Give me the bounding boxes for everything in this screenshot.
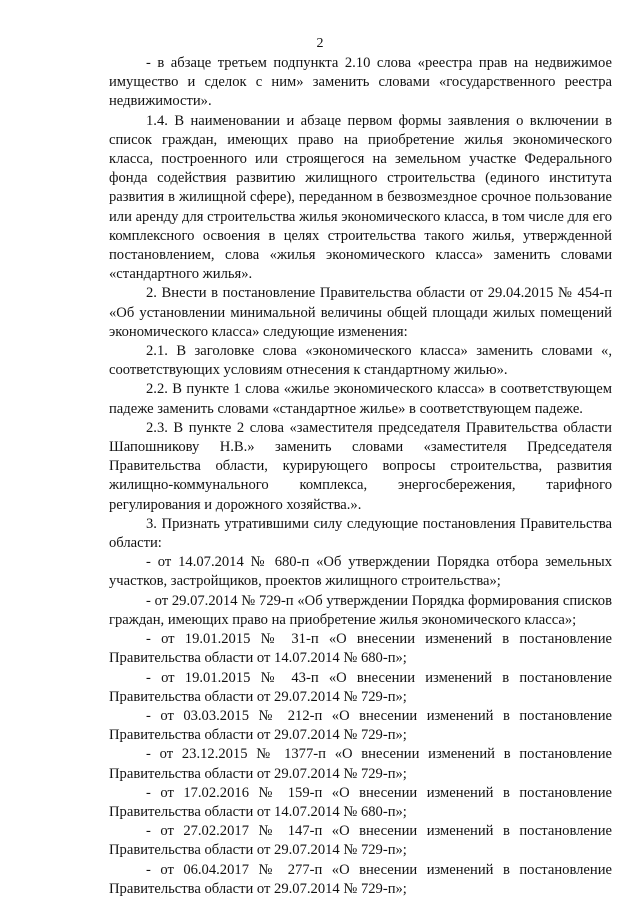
page-number: 2 bbox=[316, 36, 324, 51]
list-item-repeal-4: - от 19.01.2015 № 43-п «О внесении изменений в постановление Правительства области от 29.07.2014 № 729-п»; bbox=[109, 669, 612, 705]
list-item-repeal-5: - от 03.03.2015 № 212-п «О внесении изменений в постановление Правительства области от 29.07.2014 № 729-п»; bbox=[109, 707, 612, 744]
document-body bbox=[109, 54, 612, 899]
paragraph-2: 1.4. В наименовании и абзаце первом формы заявления о включении в список граждан, имеющих право на приобретение жилья экономического класса, построенного или строящегося на земельном участке Федерального фонда содействия развитию жилищного строительства (единого института развития в жилищной сфере), переданном в безвозмездное срочное пользование или аренду для строительства жилья экономического класса, в том числе для его комплексного освоения в целях строительства такого жилья, утвержденной постановлением, слова «жилья экономического класса» заменить словами «стандартного жилья». bbox=[109, 112, 612, 283]
paragraph-7: 3. Признать утратившими силу следующие постановления Правительства области: bbox=[109, 515, 612, 552]
list-item-repeal-3: - от 19.01.2015 № 31-п «О внесении изменений в постановление Правительства области от 14.07.2014 № 680-п»; bbox=[109, 631, 612, 667]
list-item-repeal-6: - от 23.12.2015 № 1377-п «О внесении изменений в постановление Правительства области от 29.07.2014 № 729-п»; bbox=[109, 746, 612, 782]
list-item-repeal-7: - от 17.02.2016 № 159-п «О внесении изменений в постановление Правительства области от 14.07.2014 № 680-п»; bbox=[109, 784, 612, 820]
paragraph-1: - в абзаце третьем подпункта 2.10 слова «реестра прав на недвижимое имущество и сделок с ним» заменить словами «государственного реестра недвижимости». bbox=[109, 55, 612, 110]
paragraph-4: 2.1. В заголовке слова «экономического класса» заменить словами «, соответствующих условиям отнесения к стандартному жилью». bbox=[109, 343, 612, 379]
list-item-repeal-9: - от 06.04.2017 № 277-п «О внесении изменений в постановление Правительства области от 29.07.2014 № 729-п»; bbox=[109, 861, 612, 897]
paragraph-6: 2.3. В пункте 2 слова «заместителя председателя Правительства области Шапошникову Н.В.» заменить словами «заместителя Председателя Правительства области, курирующего вопросы строительства, развития жилищно-коммунального комплекса, энергосбережения, тарифного регулирования и дорожного хозяйства.». bbox=[109, 419, 612, 513]
paragraph-3: 2. Внести в постановление Правительства области от 29.04.2015 № 454-п «Об установлении минимальной величины общей площади жилых помещений экономического класса» следующие изменения: bbox=[109, 285, 612, 340]
list-item-repeal-8: - от 27.02.2017 № 147-п «О внесении изменений в постановление Правительства области от 29.07.2014 № 729-п»; bbox=[109, 823, 612, 859]
list-item-repeal-1: - от 14.07.2014 № 680-п «Об утверждении Порядка отбора земельных участков, застройщиков, проектов жилищного строительства»; bbox=[109, 554, 612, 590]
paragraph-5: 2.2. В пункте 1 слова «жилье экономического класса» в соответствующем падеже заменить словами «стандартное жилье» в соответствующем падеже. bbox=[109, 381, 612, 417]
list-item-repeal-2: - от 29.07.2014 № 729-п «Об утверждении Порядка формирования списков граждан, имеющих право на приобретение жилья экономического класса»; bbox=[109, 592, 612, 628]
